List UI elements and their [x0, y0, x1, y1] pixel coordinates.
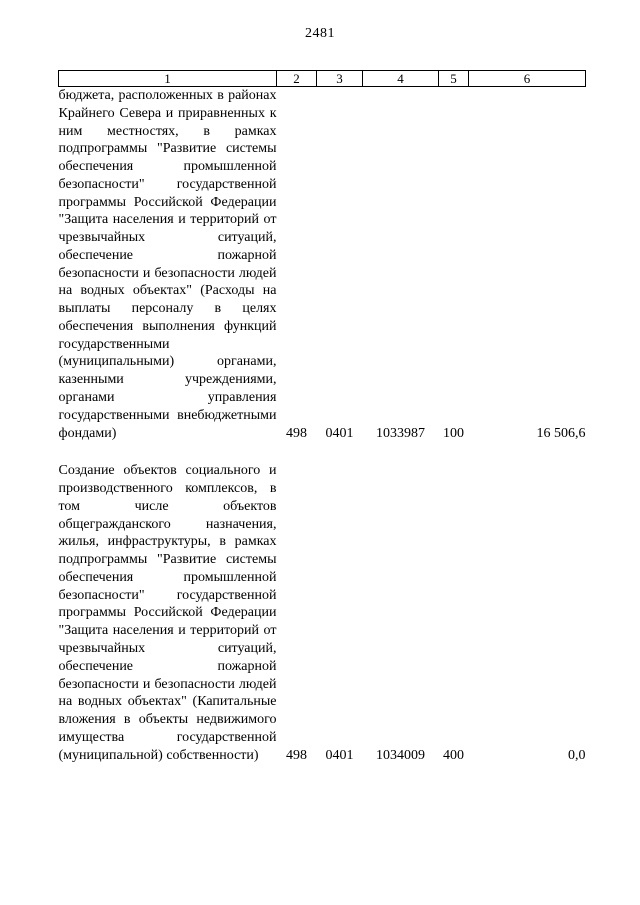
- row-code-col3: 0401: [325, 425, 354, 441]
- row-code-col5: 400: [443, 747, 464, 763]
- column-header-4: 4: [363, 71, 439, 87]
- page-number: 2481: [305, 26, 335, 41]
- row-description: Создание объектов социального и производственного комплексов, в том числе объектов общегражданского назначения, жилья, инфраструктуры, в рамках подпрограммы "Развитие системы обеспечения промышленной безопасности" государственной программы Российской Федерации "Защита населения и территорий от чрезвычайных ситуаций, обеспечение пожарной безопасности и безопасности людей на водных объектах" (Капитальные вложения в объекты недвижимого имущества государственной (муниципальной) собственности): [58, 463, 277, 763]
- budget-table: [58, 70, 586, 764]
- column-header-6: 6: [469, 71, 586, 87]
- row-amount: 0,0: [568, 747, 586, 763]
- row-code-col3: 0401: [325, 747, 354, 763]
- row-code-col4: 1034009: [376, 747, 425, 763]
- column-header-2: 2: [277, 71, 317, 87]
- row-code-col4: 1033987: [376, 425, 425, 441]
- row-code-col5: 100: [443, 425, 464, 441]
- column-header-1: 1: [59, 71, 277, 87]
- column-header-3: 3: [317, 71, 363, 87]
- table-row: [59, 442, 586, 764]
- row-amount: 16 506,6: [536, 425, 586, 441]
- row-code-col2: 498: [286, 747, 307, 763]
- table-header-row: [59, 71, 586, 87]
- column-header-5: 5: [439, 71, 469, 87]
- table-row: [59, 87, 586, 443]
- row-code-col2: 498: [286, 425, 307, 441]
- row-description: бюджета, расположенных в районах Крайнего Севера и приравненных к ним местностях, в рамках подпрограммы "Развитие системы обеспечения промышленной безопасности" государственной программы Российской Федерации "Защита населения и территорий от чрезвычайных ситуаций, обеспечение пожарной безопасности и безопасности людей на водных объектах" (Расходы на выплаты персоналу в целях обеспечения выполнения функций государственными (муниципальными) органами, казенными учреждениями, органами управления государственными внебюджетными фондами): [58, 88, 277, 441]
